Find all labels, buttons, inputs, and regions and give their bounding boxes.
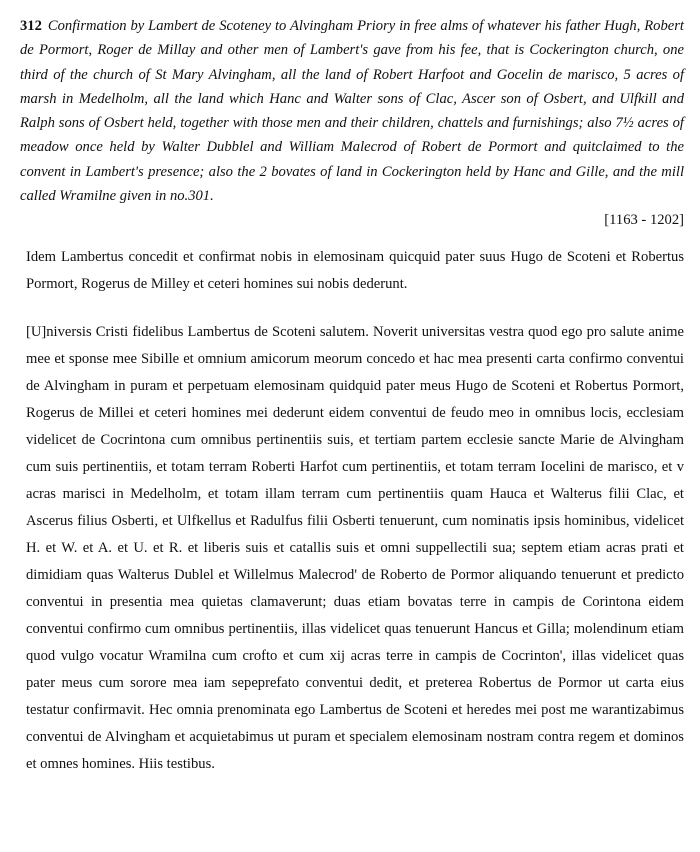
entry-abstract xyxy=(20,14,684,208)
entry-summary: Confirmation by Lambert de Scoteney to Alvingham Priory in free alms of whatever his father Hugh, Robert de Pormort, Roger de Millay and other men of Lambert's gave from his fee, that is Cockerington church, one third of the church of St Mary Alvingham, all the land of Robert Harfoot and Gocelin de marisco, 5 acres of marsh in Medelholm, all the land which Hanc and Walter sons of Clac, Ascer son of Osbert, and Ulfkill and Ralph sons of Osbert held, together with those men and their children, chattels and furnishings; also 7½ acres of meadow once held by Walter Dubblel and William Malecrod of Robert de Pormort and quitclaimed to the convent in Lambert's presence; also the 2 bovates of land in Cockerington held by Hanc and Gille, and the mill called Wramilne given in no.301. xyxy=(20,18,684,205)
entry-rubric: Idem Lambertus concedit et confirmat nobis in elemosinam quicquid pater suus Hugo de Scoteni et Robertus Pormort, Rogerus de Milley et ceteri homines sui nobis dederunt. xyxy=(26,249,684,293)
entry-date: [1163 - 1202] xyxy=(604,212,684,229)
entry-number: 312 xyxy=(20,18,42,34)
charter-text: [U]niversis Cristi fidelibus Lambertus de Scoteni salutem. Noverit universitas vestra quod ego pro salute anime mee et sponse mee Sibille et omnium amicorum meorum concedo et hac mea presenti carta confirmo conventui de Alvingham in puram et perpetuam elemosinam quidquid pater meus Hugo de Scoteni et Robertus Pormort, Rogerus de Millei et ceteri homines mei dederunt eidem conventui de feudo meo in omnibus locis, ecclesiam videlicet de Cocrintona cum omnibus pertinentiis suis, et tertiam partem ecclesie sancte Marie de Alvingham cum suis pertinentiis, et totam terram Roberti Harfot cum pertinentiis, et totam terram Iocelini de marisco, et v acras marisci in Medelholm, et totam illam terram cum pertinentiis quam Hauca et Walterus filii Clac, et Ascerus filius Osberti, et Ulfkellus et Radulfus filii Osberti tenuerunt, cum nominatis ipsis hominibus, videlicet H. et W. et A. et U. et R. et liberis suis et catallis suis et omni suppellectili sua; septem etiam acras prati et dimidiam quas Walterus Dublel et Willelmus Malecrod' de Roberto de Pormor aliquando tenuerunt et predicto conventui in presentia mea quietas clamaverunt; duas etiam bovatas terre in campis de Corintona eidem conventui confirmo cum omnibus pertinentiis, illas videlicet quas tenuerunt Hancus et Gilla; molendinum etiam quod vulgo vocatur Wramilna cum crofto et cum xij acras terre in campis de Cocrinton', illas videlicet quas pater meus cum sorore mea iam sepeprefato conventui dedit, et preterea Robertus de Pormor ut carta eius testatur confirmavit. Hec omnia prenominata ego Lambertus de Scoteni et heredes mei post me warantizabimus conventui de Alvingham et acquietabimus ut puram et specialem elemosinam nostram contra regem et dominos et omnes homines. Hiis testibus. xyxy=(26,324,684,773)
